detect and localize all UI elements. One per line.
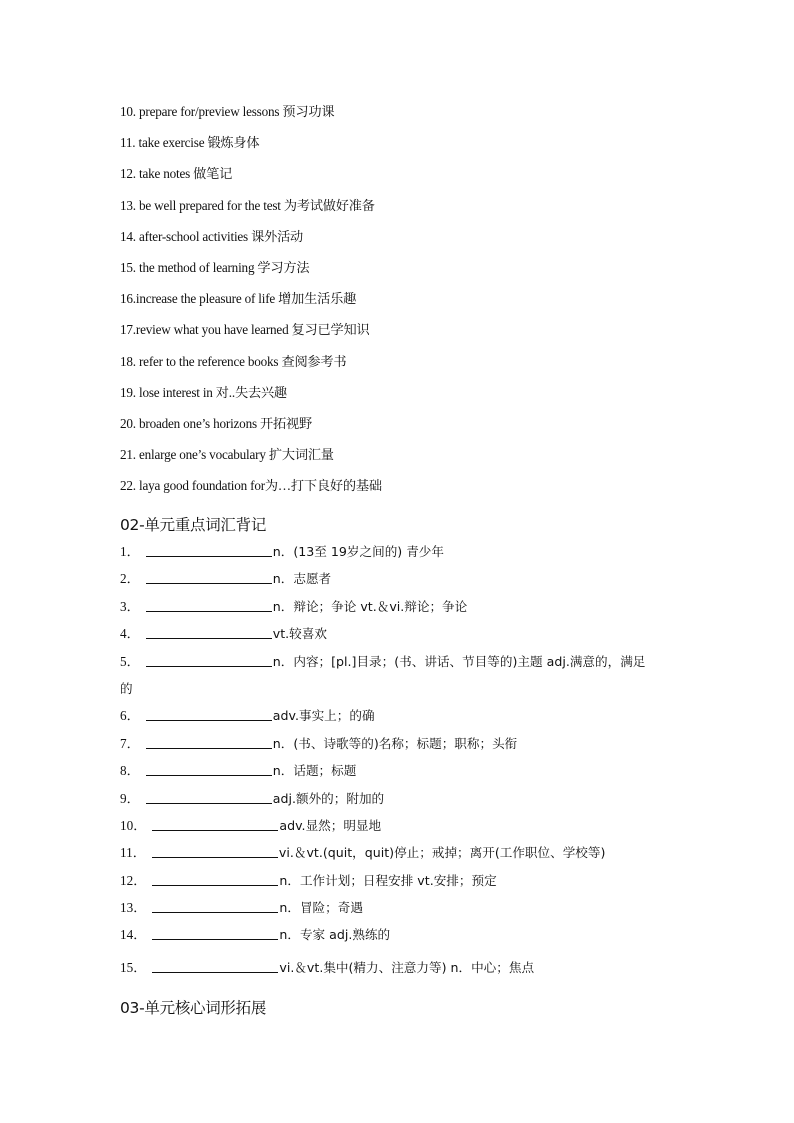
vocab-definition: n．志愿者 <box>272 571 332 587</box>
vocab-definition-continuation: 的 <box>120 680 133 696</box>
vocab-number: 15． <box>120 960 147 976</box>
vocab-definition: vt.较喜欢 <box>272 626 327 642</box>
phrase-list <box>120 102 740 507</box>
vocab-number: 4． <box>120 626 140 642</box>
vocab-row-continuation <box>120 679 680 706</box>
answer-blank[interactable] <box>152 959 278 973</box>
vocab-definition: adj.额外的；附加的 <box>272 790 385 806</box>
vocab-definition: n．(13至 19岁之间的) 青少年 <box>272 544 444 559</box>
answer-blank[interactable] <box>146 653 272 667</box>
vocab-definition: vi.＆vt.(quit，quit)停止；戒掉；离开(工作职位、学校等) <box>278 845 606 861</box>
vocab-number: 1． <box>120 544 140 559</box>
phrase-item: 18. refer to the reference books 查阅参考书 <box>120 353 347 369</box>
answer-blank[interactable] <box>152 844 278 858</box>
phrase-item: 19. lose interest in 对..失去兴趣 <box>120 384 287 400</box>
vocab-number: 10． <box>120 817 147 833</box>
answer-blank[interactable] <box>146 707 272 721</box>
vocab-definition: n．辩论；争论 vt.＆vi.辩论；争论 <box>272 598 468 614</box>
vocab-definition: n．专家 adj.熟练的 <box>279 927 391 943</box>
vocab-row <box>120 597 680 624</box>
vocab-number: 14． <box>120 927 147 943</box>
vocab-definition: n．工作计划；日程安排 vt.安排；预定 <box>279 872 497 888</box>
vocab-row <box>120 816 680 843</box>
phrase-item: 15. the method of learning 学习方法 <box>120 259 310 275</box>
vocab-row <box>120 761 680 788</box>
vocab-row <box>120 898 680 925</box>
vocab-number: 9． <box>120 790 140 806</box>
phrase-item: 20. broaden one’s horizons 开拓视野 <box>120 415 312 431</box>
vocab-row <box>120 871 680 898</box>
vocab-definition: n．冒险；奇遇 <box>279 900 363 916</box>
vocab-definition: vi.＆vt.集中(精力、注意力等) n．中心；焦点 <box>279 960 535 976</box>
answer-blank[interactable] <box>152 899 278 913</box>
vocab-row <box>120 925 680 958</box>
answer-blank[interactable] <box>146 570 272 584</box>
vocab-row <box>120 542 680 569</box>
vocab-row <box>120 843 680 870</box>
vocab-row <box>120 652 680 679</box>
section-heading-vocabulary: 02-单元重点词汇背记 <box>120 516 267 534</box>
phrase-item: 13. be well prepared for the test 为考试做好准备 <box>120 197 375 213</box>
vocab-definition: n．(书、诗歌等的)名称；标题；职称；头衔 <box>272 735 518 751</box>
vocab-definition: adv.显然；明显地 <box>279 817 382 833</box>
vocab-number: 6． <box>120 708 140 724</box>
phrase-item: 22. laya good foundation for为…打下良好的基础 <box>120 478 382 494</box>
vocab-number: 11． <box>120 845 146 861</box>
answer-blank[interactable] <box>152 926 278 940</box>
phrase-item: 17.review what you have learned 复习已学知识 <box>120 322 370 338</box>
answer-blank[interactable] <box>146 790 272 804</box>
answer-blank[interactable] <box>146 762 272 776</box>
phrase-item: 11. take exercise 锻炼身体 <box>120 135 260 151</box>
answer-blank[interactable] <box>152 872 278 886</box>
answer-blank[interactable] <box>146 598 272 612</box>
vocab-row <box>120 706 680 733</box>
vocab-number: 2． <box>120 571 140 587</box>
vocab-row <box>120 734 680 761</box>
answer-blank[interactable] <box>146 543 272 557</box>
vocab-definition: adv.事实上；的确 <box>272 708 375 724</box>
vocab-definition: n．内容；[pl.]目录；(书、讲话、节目等的)主题 adj.满意的，满足 <box>272 653 646 669</box>
vocab-row <box>120 789 680 816</box>
vocab-number: 5． <box>120 653 140 669</box>
phrase-item: 16.increase the pleasure of life 增加生活乐趣 <box>120 291 357 307</box>
vocab-number: 7． <box>120 735 140 751</box>
section-heading-word-forms: 03-单元核心词形拓展 <box>120 999 267 1017</box>
vocab-number: 12． <box>120 872 147 888</box>
vocab-row <box>120 958 680 985</box>
vocab-definition: n．话题；标题 <box>272 763 357 779</box>
vocab-row <box>120 569 680 596</box>
phrase-item: 12. take notes 做笔记 <box>120 166 233 182</box>
vocab-number: 3． <box>120 598 140 614</box>
phrase-item: 21. enlarge one’s vocabulary 扩大词汇量 <box>120 447 334 463</box>
vocab-number: 8． <box>120 763 140 779</box>
phrase-item: 10. prepare for/preview lessons 预习功课 <box>120 104 335 119</box>
vocab-list <box>120 542 680 986</box>
vocab-number: 13． <box>120 900 147 916</box>
answer-blank[interactable] <box>146 735 272 749</box>
answer-blank[interactable] <box>152 817 278 831</box>
vocab-row <box>120 624 680 651</box>
answer-blank[interactable] <box>146 625 272 639</box>
phrase-item: 14. after-school activities 课外活动 <box>120 228 304 244</box>
